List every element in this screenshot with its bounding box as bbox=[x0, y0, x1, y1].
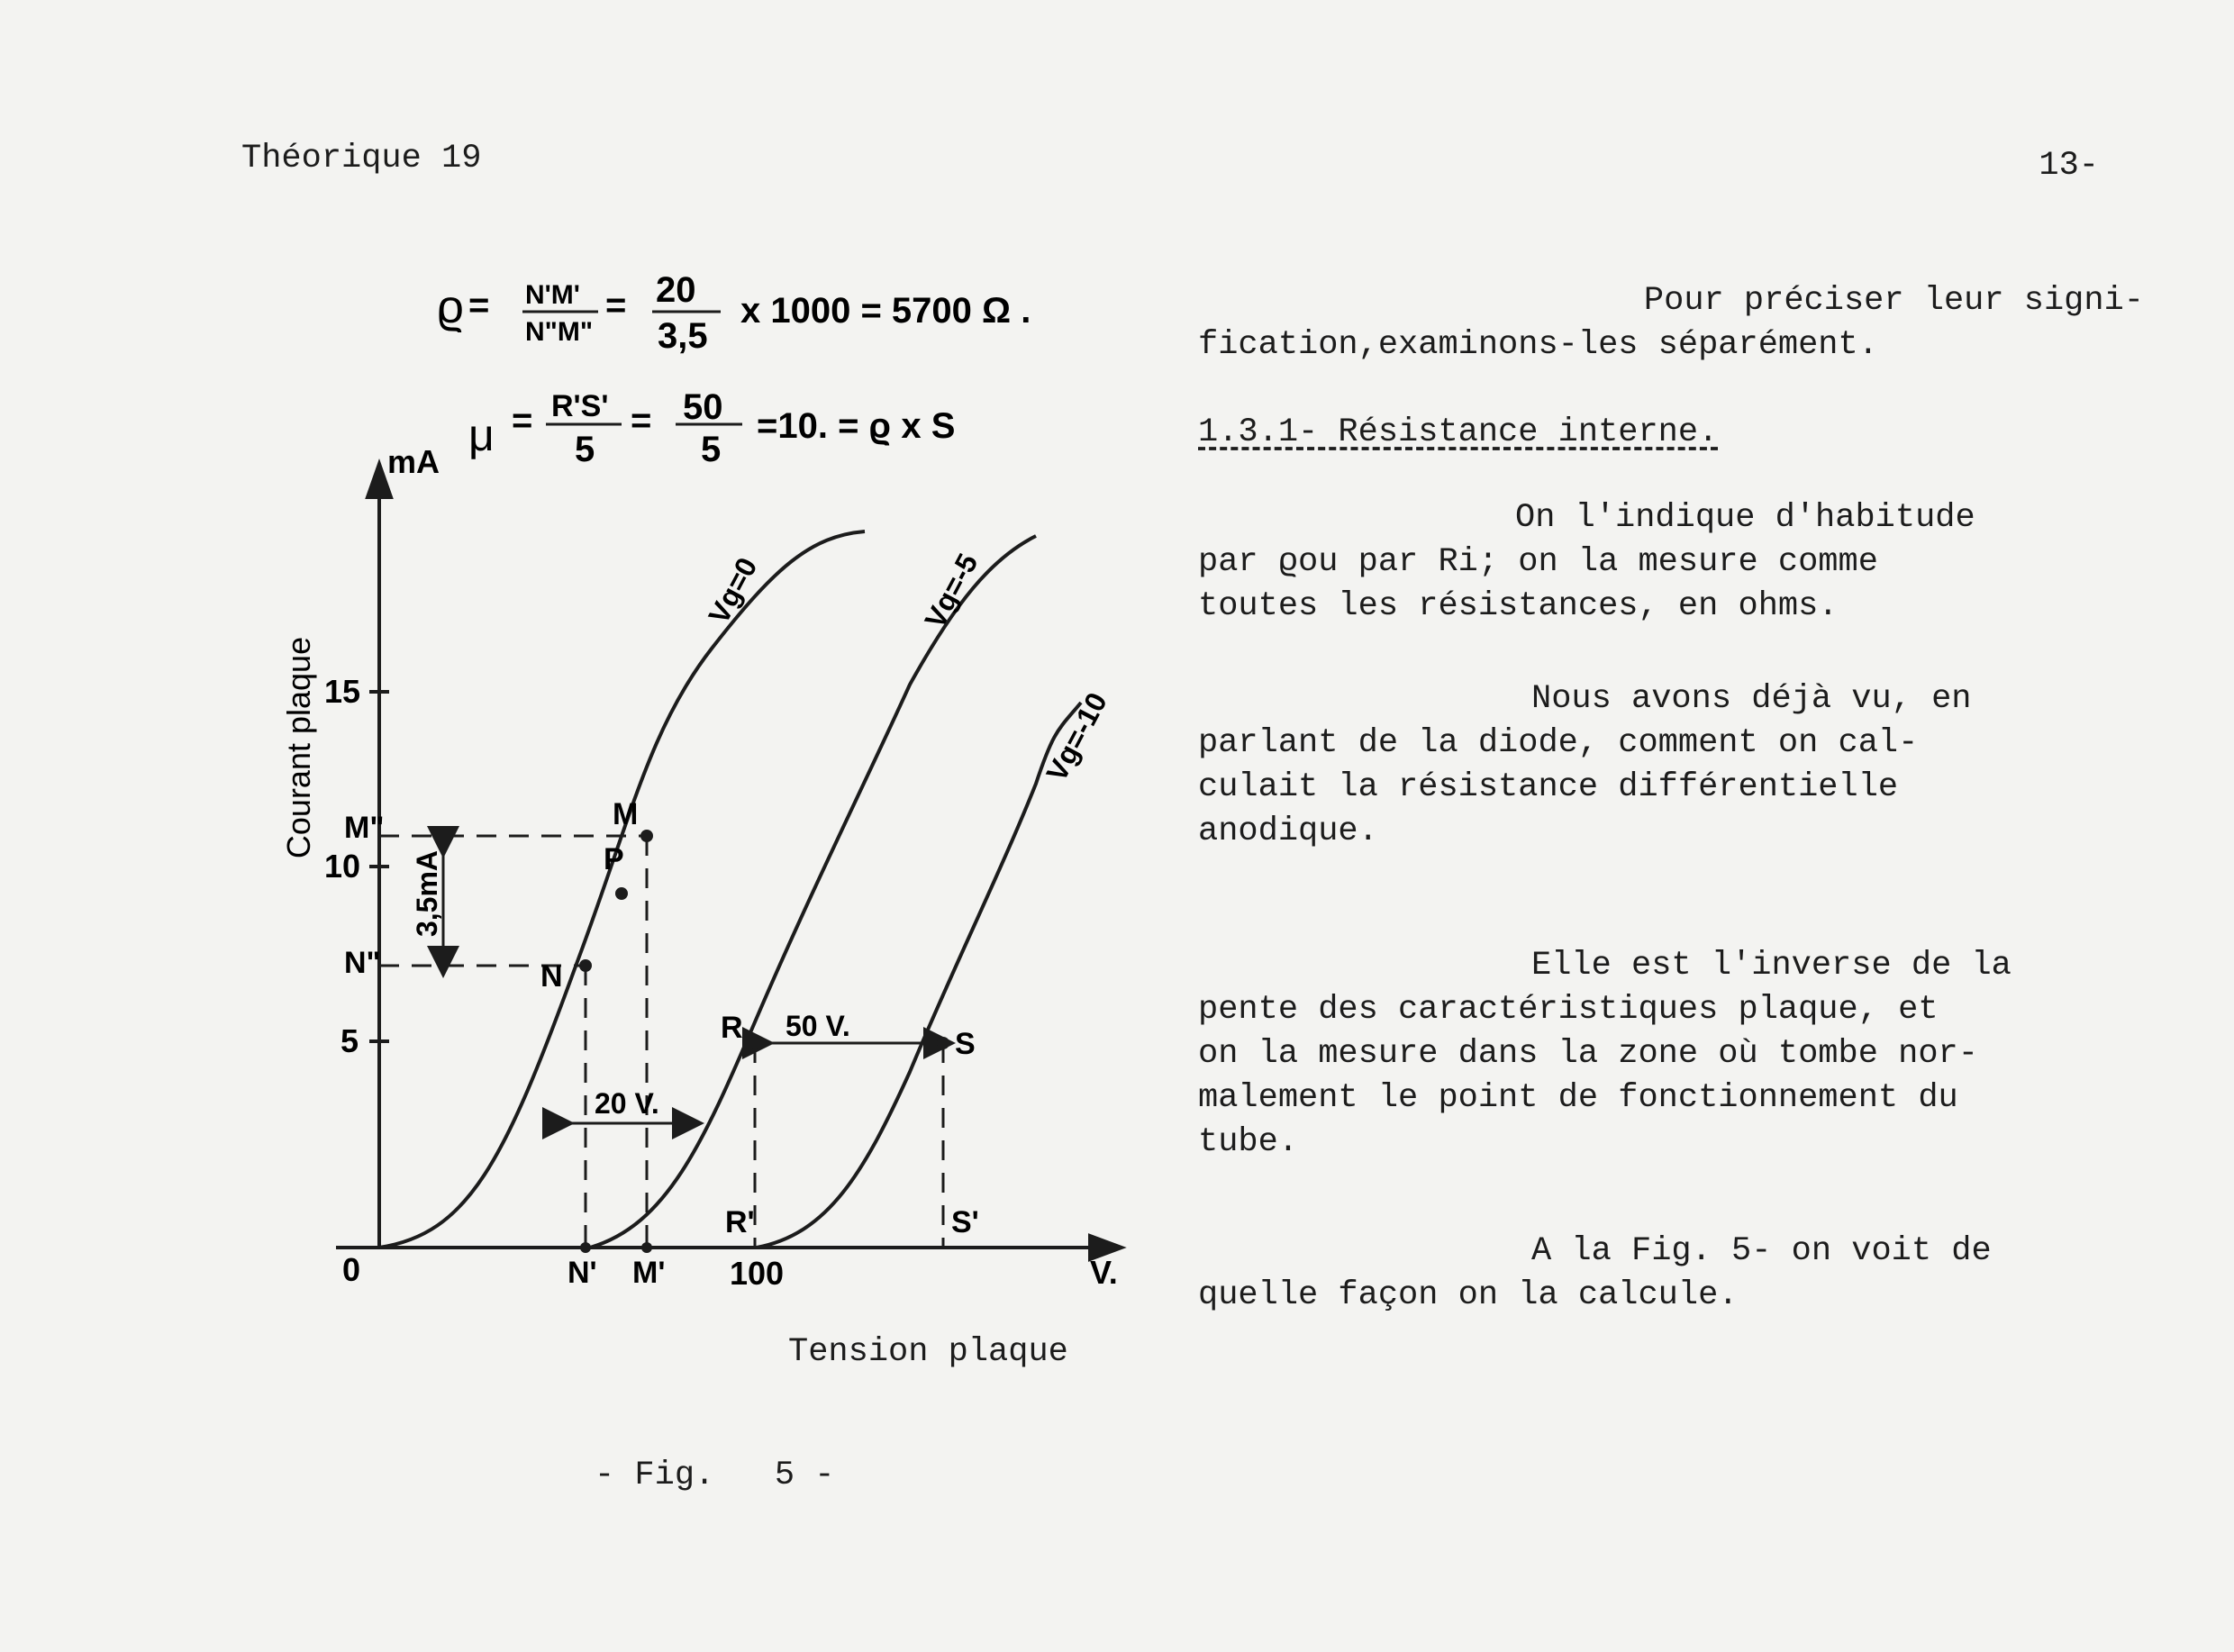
y-tick-10: 10 bbox=[324, 848, 361, 885]
paragraph-line: parlant de la diode, comment on cal- bbox=[1198, 724, 1919, 762]
paragraph-1 bbox=[1198, 279, 2144, 368]
point-n-prime bbox=[580, 1242, 591, 1253]
paragraph-line: toutes les résistances, en ohms. bbox=[1198, 587, 1839, 625]
label-s-prime: S' bbox=[951, 1205, 979, 1239]
paragraph-line: Nous avons déjà vu, en bbox=[1531, 680, 1972, 718]
label-m-dblprime: M" bbox=[344, 811, 385, 845]
paragraph-5 bbox=[1198, 1230, 2144, 1318]
paragraph-line: tube. bbox=[1198, 1123, 1299, 1161]
x-tick-100: 100 bbox=[730, 1255, 785, 1292]
svg-text:=: = bbox=[631, 401, 652, 440]
paragraph-3 bbox=[1198, 677, 2144, 854]
mu-numerator: R'S' bbox=[551, 389, 609, 423]
rho-numerator-2: 20 bbox=[656, 270, 696, 310]
label-n: N bbox=[540, 959, 563, 994]
paragraph-line: malement le point de fonctionnement du bbox=[1198, 1079, 1958, 1117]
paragraph-line: culait la résistance différentielle bbox=[1198, 768, 1899, 806]
rho-symbol: ϱ bbox=[437, 281, 464, 333]
mu-symbol: μ bbox=[468, 410, 495, 460]
label-p: P bbox=[604, 842, 624, 876]
section-heading bbox=[1198, 411, 2144, 455]
heading-text: 1.3.1- Résistance interne. bbox=[1198, 413, 1719, 451]
mu-denominator-2: 5 bbox=[701, 430, 722, 469]
paragraph-line: on la mesure dans la zone où tombe nor- bbox=[1198, 1035, 1978, 1073]
y-tick-15: 15 bbox=[324, 673, 361, 710]
figure-caption: - Fig. 5 - bbox=[595, 1457, 835, 1494]
rho-denominator: N"M" bbox=[525, 317, 594, 347]
x-tick-n-prime: N' bbox=[568, 1256, 597, 1290]
x-unit: V. bbox=[1090, 1254, 1118, 1291]
rho-numerator: N'M' bbox=[525, 280, 580, 310]
paragraph-line: par ϱou par Ri; on la mesure comme bbox=[1198, 543, 1878, 581]
paragraph-line: pente des caractéristiques plaque, et bbox=[1198, 991, 1939, 1029]
mu-denominator: 5 bbox=[575, 430, 595, 469]
y-tick-5: 5 bbox=[341, 1022, 359, 1059]
point-m bbox=[640, 830, 653, 842]
delta-v-label: 20 V. bbox=[595, 1087, 659, 1120]
svg-text:=: = bbox=[605, 286, 627, 325]
label-s: S bbox=[955, 1027, 976, 1061]
mu-numerator-2: 50 bbox=[683, 387, 723, 427]
paragraph-line: fication,examinons-les séparément. bbox=[1198, 326, 1878, 364]
x-tick-m-prime: M' bbox=[632, 1256, 666, 1290]
mu-formula bbox=[468, 387, 955, 469]
rho-denominator-2: 3,5 bbox=[658, 316, 708, 356]
y-tick-0: 0 bbox=[342, 1251, 361, 1288]
paragraph-line: anodique. bbox=[1198, 812, 1378, 850]
rho-formula bbox=[437, 270, 1031, 356]
mu-result: =10. = ϱ x S bbox=[757, 406, 956, 446]
characteristic-curves bbox=[379, 531, 1081, 1248]
point-r bbox=[749, 1037, 761, 1049]
paragraph-line: Pour préciser leur signi- bbox=[1643, 282, 2144, 320]
curve-label-vg-minus-10: Vg=-10 bbox=[1040, 686, 1113, 787]
label-n-dblprime: N" bbox=[344, 946, 381, 980]
y-axis-label: Courant plaque bbox=[280, 636, 317, 859]
label-m: M bbox=[613, 797, 639, 831]
delta-rs-label: 50 V. bbox=[786, 1010, 850, 1042]
delta-i-label: 3,5mA bbox=[411, 849, 443, 937]
paragraph-line: quelle façon on la calcule. bbox=[1198, 1276, 1739, 1314]
label-r: R bbox=[721, 1011, 743, 1045]
curve-vg-minus-10 bbox=[757, 703, 1081, 1248]
y-unit: mA bbox=[387, 443, 440, 480]
point-s bbox=[937, 1037, 949, 1049]
paragraph-line: A la Fig. 5- on voit de bbox=[1531, 1232, 1992, 1270]
curve-label-vg-minus-5: Vg=-5 bbox=[918, 548, 985, 634]
point-m-prime bbox=[641, 1242, 652, 1253]
paragraph-4 bbox=[1198, 944, 2144, 1165]
point-p bbox=[615, 887, 628, 900]
point-n bbox=[579, 959, 592, 972]
curve-vg-minus-5 bbox=[590, 536, 1036, 1248]
label-r-prime: R' bbox=[725, 1205, 755, 1239]
svg-text:=: = bbox=[468, 286, 490, 325]
curve-points bbox=[579, 830, 949, 1253]
svg-text:=: = bbox=[512, 401, 533, 440]
curve-label-vg-0: Vg=0 bbox=[702, 552, 764, 630]
rho-result: x 1000 = 5700 Ω . bbox=[740, 291, 1031, 331]
paragraph-line: Elle est l'inverse de la bbox=[1531, 947, 2012, 985]
text-column bbox=[1198, 270, 2144, 1314]
page-header-left: Théorique 19 bbox=[241, 140, 482, 177]
page-number: 13- bbox=[2039, 147, 2099, 185]
dimension-arrows bbox=[443, 842, 940, 1123]
paragraph-line: On l'indique d'habitude bbox=[1515, 499, 1975, 537]
x-axis-title: Tension plaque bbox=[788, 1333, 1068, 1371]
paragraph-2 bbox=[1198, 496, 2144, 629]
